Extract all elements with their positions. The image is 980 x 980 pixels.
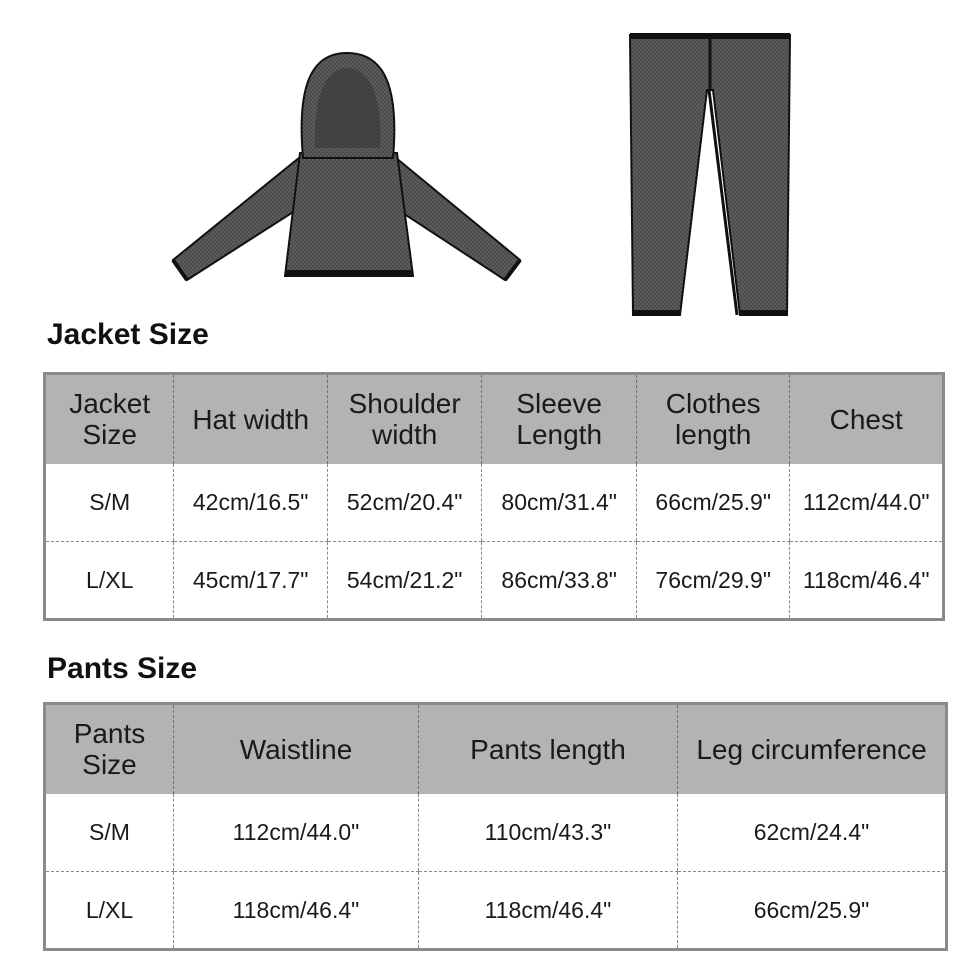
table-row (45, 464, 944, 542)
table-cell: 62cm/24.4" (678, 794, 947, 872)
table-cell: 76cm/29.9" (636, 542, 790, 620)
table-cell: 52cm/20.4" (327, 464, 482, 542)
mesh-pants-image (625, 30, 795, 325)
table-header-row (45, 374, 944, 464)
header-cell: Hat width (174, 374, 328, 464)
table-row (45, 542, 944, 620)
header-cell: Pants length (419, 704, 678, 794)
header-cell: Chest (790, 374, 944, 464)
header-cell: Clothes length (636, 374, 790, 464)
table-cell: 112cm/44.0" (790, 464, 944, 542)
table-cell: 118cm/46.4" (790, 542, 944, 620)
table-cell: 45cm/17.7" (174, 542, 328, 620)
table-cell: 66cm/25.9" (636, 464, 790, 542)
size-cell: S/M (45, 794, 174, 872)
header-cell: Leg circumference (678, 704, 947, 794)
table-cell: 54cm/21.2" (327, 542, 482, 620)
table-cell: 118cm/46.4" (174, 872, 419, 950)
mesh-jacket-image (165, 48, 530, 293)
pants-size-title: Pants Size (47, 652, 198, 685)
size-cell: S/M (45, 464, 174, 542)
jacket-size-table (43, 372, 945, 621)
table-cell: 86cm/33.8" (482, 542, 637, 620)
table-cell: 112cm/44.0" (174, 794, 419, 872)
table-cell: 80cm/31.4" (482, 464, 637, 542)
size-cell: L/XL (86, 566, 134, 593)
table-row (45, 872, 947, 950)
table-header-row (45, 704, 947, 794)
table-cell: 118cm/46.4" (419, 872, 678, 950)
table-cell: 66cm/25.9" (678, 872, 947, 950)
jacket-size-title: Jacket Size (47, 318, 209, 351)
header-cell: Shoulder width (327, 374, 482, 464)
header-cell: Sleeve Length (482, 374, 637, 464)
table-cell: 110cm/43.3" (419, 794, 678, 872)
header-cell: Pants Size (45, 704, 174, 794)
size-cell: L/XL (85, 896, 134, 923)
header-cell: Waistline (174, 704, 419, 794)
header-cell: Jacket Size (45, 374, 174, 464)
table-row (45, 794, 947, 872)
table-cell: 42cm/16.5" (174, 464, 328, 542)
pants-size-table (43, 702, 948, 951)
